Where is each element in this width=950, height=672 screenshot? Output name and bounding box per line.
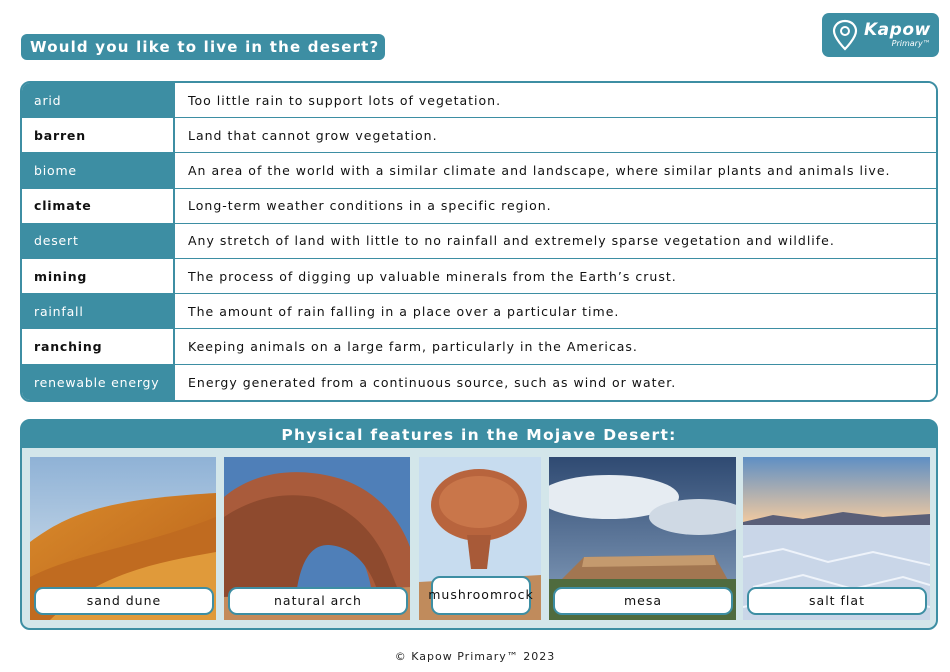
vocab-definition: Keeping animals on a large farm, particularly in the Americas. — [175, 329, 936, 363]
vocab-row-biome — [22, 153, 936, 188]
caption-mushroom-rock — [428, 576, 534, 615]
vocab-term: biome — [22, 153, 175, 187]
caption-mushroom-rock-line2: rock — [503, 587, 534, 603]
vocab-term: mining — [22, 259, 175, 293]
caption-sand-dune: sand dune — [34, 587, 214, 615]
features-panel — [20, 419, 938, 630]
vocab-term: climate — [22, 189, 175, 223]
caption-salt-flat: salt flat — [747, 587, 927, 615]
page-title: Would you like to live in the desert? — [21, 34, 385, 60]
vocab-definition: An area of the world with a similar climate and landscape, where similar plants and animals live. — [175, 153, 936, 187]
vocab-row-rainfall — [22, 294, 936, 329]
vocab-term: ranching — [22, 329, 175, 363]
vocab-row-arid — [22, 83, 936, 118]
vocab-row-barren — [22, 118, 936, 153]
vocab-row-climate — [22, 189, 936, 224]
features-title: Physical features in the Mojave Desert: — [281, 425, 677, 444]
vocab-row-renewable-energy — [22, 365, 936, 400]
vocab-term: rainfall — [22, 294, 175, 328]
vocab-definition: Long-term weather conditions in a specific region. — [175, 189, 936, 223]
map-pin-icon — [830, 18, 860, 52]
vocab-definition: The process of digging up valuable minerals from the Earth’s crust. — [175, 259, 936, 293]
logo-brand: Kapow — [864, 20, 931, 40]
vocab-row-desert — [22, 224, 936, 259]
vocab-row-ranching — [22, 329, 936, 364]
kapow-logo — [822, 13, 939, 57]
logo-sub: Primary™ — [891, 39, 931, 48]
vocabulary-table — [20, 81, 938, 402]
vocab-definition: Too little rain to support lots of vegetation. — [175, 83, 936, 117]
vocab-term: barren — [22, 118, 175, 152]
caption-mushroom-rock-line1: mushroom — [428, 587, 504, 603]
vocab-row-mining — [22, 259, 936, 294]
vocab-definition: Energy generated from a continuous source, such as wind or water. — [175, 365, 936, 400]
caption-mesa: mesa — [553, 587, 733, 615]
vocab-definition: Any stretch of land with little to no rainfall and extremely sparse vegetation and wildlife. — [175, 224, 936, 258]
footer-copyright: © Kapow Primary™ 2023 — [394, 650, 556, 663]
vocab-term: arid — [22, 83, 175, 117]
vocab-term: renewable energy — [22, 365, 175, 400]
vocab-term: desert — [22, 224, 175, 258]
features-body — [22, 448, 936, 628]
caption-natural-arch: natural arch — [228, 587, 408, 615]
vocab-definition: The amount of rain falling in a place over a particular time. — [175, 294, 936, 328]
vocab-definition: Land that cannot grow vegetation. — [175, 118, 936, 152]
